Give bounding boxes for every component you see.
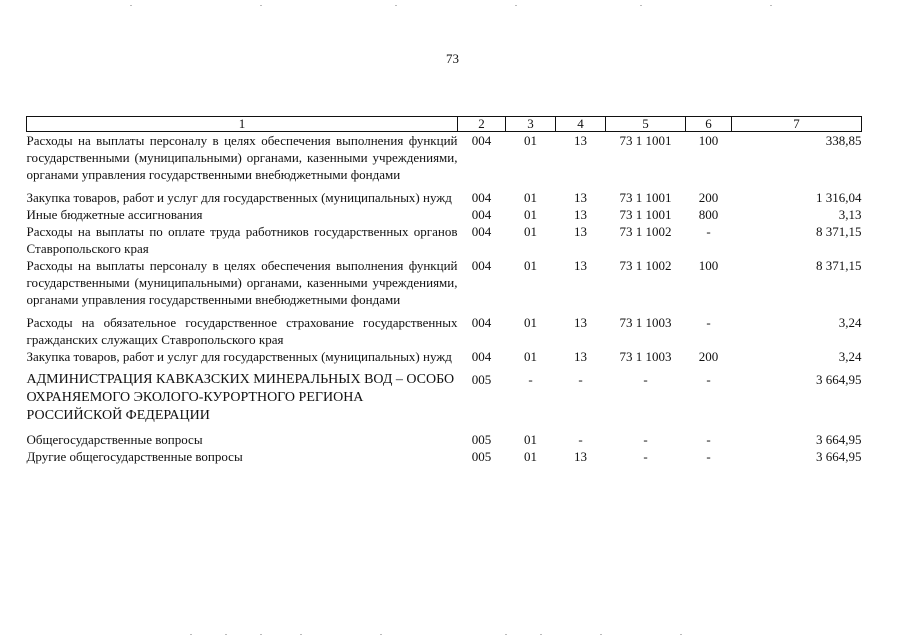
row-col-4: 13 — [574, 315, 587, 330]
row-col-6: 800 — [698, 207, 719, 222]
row-col-3: 01 — [524, 258, 537, 273]
row-col-5: - — [643, 432, 648, 447]
row-col-2: 004 — [471, 207, 492, 222]
row-col-2: 004 — [471, 190, 492, 205]
row-col-3: 01 — [524, 207, 537, 222]
row-amount: 8 371,15 — [816, 224, 862, 239]
row-col-4: - — [578, 372, 583, 387]
row-amount: 3,24 — [838, 349, 862, 364]
row-col-6: - — [706, 372, 711, 387]
row-name: АДМИНИСТРАЦИЯ КАВКАЗСКИХ МИНЕРАЛЬНЫХ ВОД – ОСОБО ОХРАНЯЕМОГО ЭКОЛОГО-КУРОРТНОГО РЕГИОНА РОССИЙСКОЙ ФЕДЕРАЦИИ — [26, 372, 455, 423]
row-amount: 338,85 — [825, 133, 862, 148]
row-col-4: 13 — [574, 449, 587, 464]
row-col-3: 01 — [524, 349, 537, 364]
header-col-4: 4 — [556, 117, 606, 132]
row-name: Закупка товаров, работ и услуг для государственных (муниципальных) нужд — [26, 349, 452, 364]
row-col-2: 005 — [471, 432, 492, 447]
row-col-4: 13 — [574, 207, 587, 222]
row-col-3: 01 — [524, 432, 537, 447]
row-col-3: 01 — [524, 224, 537, 239]
row-amount: 3 664,95 — [816, 372, 862, 387]
row-name: Иные бюджетные ассигнования — [26, 207, 203, 222]
row-col-5: 73 1 1003 — [619, 315, 672, 330]
table-row — [27, 189, 862, 206]
row-col-2: 004 — [471, 258, 492, 273]
row-name: Расходы на выплаты персоналу в целях обеспечения выполнения функций государственными (муниципальными) органами, казенными учреждениями, органами управления государственными внебюджетными фондами — [26, 133, 458, 182]
row-col-5: 73 1 1002 — [619, 258, 672, 273]
row-amount: 3 664,95 — [816, 449, 862, 464]
row-amount: 3,13 — [838, 207, 862, 222]
row-name: Другие общегосударственные вопросы — [26, 449, 243, 464]
header-col-5: 5 — [606, 117, 686, 132]
row-amount: 3,24 — [838, 315, 862, 330]
row-col-4: - — [578, 432, 583, 447]
row-amount: 8 371,15 — [816, 258, 862, 273]
row-col-5: - — [643, 449, 648, 464]
row-col-5: 73 1 1001 — [619, 190, 672, 205]
row-name: Расходы на выплаты персоналу в целях обеспечения выполнения функций государственными (муниципальными) органами, казенными учреждениями, органами управления государственными внебюджетными фондами — [26, 258, 458, 307]
table-row — [27, 206, 862, 223]
header-row — [27, 117, 862, 132]
row-col-2: 004 — [471, 315, 492, 330]
row-col-5: 73 1 1001 — [619, 207, 672, 222]
row-col-3: 01 — [524, 133, 537, 148]
row-col-6: - — [706, 224, 711, 239]
header-col-1: 1 — [27, 117, 458, 132]
row-col-5: 73 1 1002 — [619, 224, 672, 239]
row-col-2: 004 — [471, 133, 492, 148]
row-col-6: - — [706, 315, 711, 330]
table-row — [27, 132, 862, 190]
row-col-6: 200 — [698, 190, 719, 205]
header-col-3: 3 — [506, 117, 556, 132]
row-col-4: 13 — [574, 133, 587, 148]
page-number: 73 — [446, 51, 459, 66]
row-col-3: 01 — [524, 449, 537, 464]
header-col-6: 6 — [686, 117, 732, 132]
table-row — [27, 223, 862, 257]
row-col-2: 004 — [471, 224, 492, 239]
row-name: Общегосударственные вопросы — [26, 432, 203, 447]
row-name: Расходы на обязательное государственное страхование государственных гражданских служащих Ставропольского края — [26, 315, 458, 347]
row-name: Расходы на выплаты по оплате труда работников государственных органов Ставропольского края — [26, 224, 458, 256]
table-row — [27, 257, 862, 314]
header-col-7: 7 — [732, 117, 862, 132]
scan-artifact-top — [0, 5, 905, 7]
row-col-6: 100 — [698, 258, 719, 273]
scan-artifact-bottom — [0, 634, 905, 636]
table-row — [27, 448, 862, 465]
row-col-2: 004 — [471, 349, 492, 364]
row-col-3: 01 — [524, 190, 537, 205]
row-col-4: 13 — [574, 190, 587, 205]
header-col-2: 2 — [458, 117, 506, 132]
row-col-5: 73 1 1001 — [619, 133, 672, 148]
row-col-2: 005 — [471, 372, 492, 387]
row-col-3: 01 — [524, 315, 537, 330]
table-row — [27, 348, 862, 371]
table-row — [27, 371, 862, 431]
row-col-3: - — [528, 372, 533, 387]
table-row — [27, 314, 862, 348]
row-col-2: 005 — [471, 449, 492, 464]
row-col-4: 13 — [574, 258, 587, 273]
row-col-5: - — [643, 372, 648, 387]
row-col-6: - — [706, 432, 711, 447]
row-col-6: - — [706, 449, 711, 464]
row-col-6: 100 — [698, 133, 719, 148]
row-amount: 1 316,04 — [816, 190, 862, 205]
row-col-4: 13 — [574, 349, 587, 364]
row-col-5: 73 1 1003 — [619, 349, 672, 364]
row-name: Закупка товаров, работ и услуг для государственных (муниципальных) нужд — [26, 190, 452, 205]
row-col-6: 200 — [698, 349, 719, 364]
row-amount: 3 664,95 — [816, 432, 862, 447]
budget-table — [26, 116, 862, 465]
table-row — [27, 431, 862, 448]
row-col-4: 13 — [574, 224, 587, 239]
